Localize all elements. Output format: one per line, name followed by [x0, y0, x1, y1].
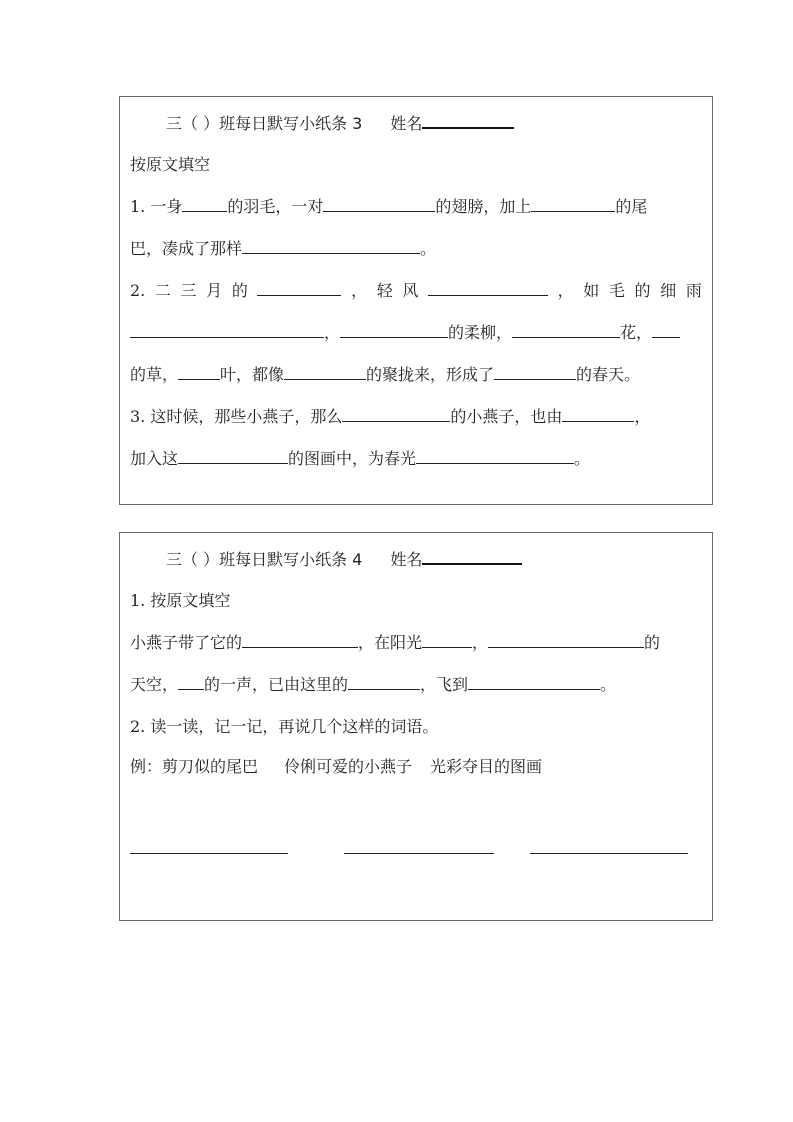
blank[interactable] [562, 407, 634, 422]
answer-blanks [130, 839, 702, 859]
blank[interactable] [422, 633, 472, 648]
answer-blank-2[interactable] [344, 839, 494, 854]
blank[interactable] [257, 281, 341, 296]
example-item: 光彩夺目的图画 [430, 757, 543, 776]
name-label: 姓名 [390, 114, 423, 133]
blank[interactable] [348, 675, 420, 690]
blank[interactable] [178, 449, 288, 464]
slip-3-title: 三（ ）班每日默写小纸条 3 [166, 114, 363, 133]
slip-4-header [166, 549, 702, 570]
blank[interactable] [512, 323, 620, 338]
blank[interactable] [340, 323, 448, 338]
example-item: 剪刀似的尾巴 [162, 757, 259, 776]
q2-line-1: 2. 二 三 月 的 ， 轻 风 ， 如 毛 的 细 雨 [130, 281, 702, 300]
name-label: 姓名 [390, 550, 423, 569]
blank[interactable] [494, 365, 576, 380]
blank[interactable] [416, 449, 574, 464]
blank[interactable] [242, 239, 420, 254]
blank[interactable] [178, 675, 204, 690]
blank[interactable] [531, 197, 615, 212]
blank[interactable] [468, 675, 600, 690]
dictation-slip-4 [119, 532, 713, 921]
q1-line-1: 1. 一身 的羽毛，一对 的翅膀，加上 的尾 [130, 197, 648, 216]
q2-line-3: 的草， 叶，都像 的聚拢来，形成了 的春天。 [130, 365, 641, 384]
q3-line-2: 加入这 的图画中，为春光 。 [130, 449, 591, 468]
q1-line-2: 天空， 的一声，已由这里的 ，飞到 。 [130, 675, 617, 694]
q1-label: 1. 按原文填空 [130, 591, 231, 610]
q2-line-2: ， 的柔柳， 花， [130, 323, 702, 343]
blank[interactable] [182, 197, 227, 212]
example-line: 例：剪刀似的尾巴 伶俐可爱的小燕子 光彩夺目的图画 [130, 757, 543, 776]
blank[interactable] [323, 197, 435, 212]
blank[interactable] [242, 633, 358, 648]
slip-3-header [166, 113, 702, 134]
q1-line-2: 巴，凑成了那样 。 [130, 239, 437, 258]
q3-line-1: 3. 这时候，那些小燕子，那么 的小燕子，也由 ， [130, 407, 651, 426]
answer-blank-3[interactable] [530, 839, 688, 854]
blank[interactable] [342, 407, 450, 422]
answer-blank-1[interactable] [130, 839, 288, 854]
blank[interactable] [130, 323, 324, 338]
name-blank[interactable] [422, 113, 514, 129]
blank[interactable] [652, 323, 680, 338]
name-blank[interactable] [422, 549, 522, 565]
blank[interactable] [284, 365, 366, 380]
instruction: 按原文填空 [130, 155, 211, 174]
dictation-slip-3 [119, 96, 713, 505]
blank[interactable] [488, 633, 644, 648]
blank[interactable] [428, 281, 548, 296]
slip-4-title: 三（ ）班每日默写小纸条 4 [166, 550, 363, 569]
q2-label: 2. 读一读，记一记，再说几个这样的词语。 [130, 717, 439, 736]
example-item: 伶俐可爱的小燕子 [284, 757, 413, 776]
blank[interactable] [178, 365, 220, 380]
q1-line-1: 小燕子带了它的 ，在阳光 ， 的 [130, 633, 661, 652]
